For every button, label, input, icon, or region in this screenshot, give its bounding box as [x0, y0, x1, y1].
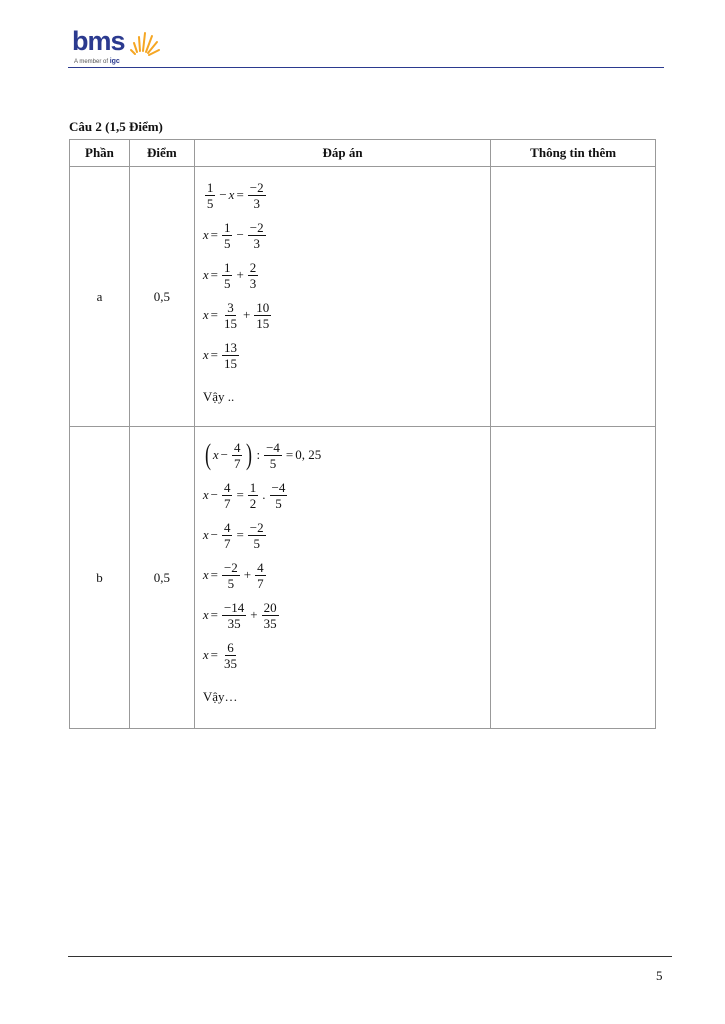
table-header-row: [70, 140, 656, 167]
solution-cell: [194, 167, 491, 427]
score-cell: 0,5: [129, 167, 194, 427]
logo-tagline: A member of igc: [74, 58, 120, 65]
score-cell: 0,5: [129, 427, 194, 729]
equation-step: x = $\frac{-2}{5}$ + $\frac{4}{7}$: [202, 559, 264, 591]
conclusion-text: Vậy ..: [202, 389, 235, 404]
header-answer: Đáp án: [194, 140, 491, 167]
header-divider: [68, 67, 664, 68]
part-cell: a: [70, 167, 130, 427]
header-part: Phần: [70, 140, 130, 167]
extra-info-cell: [491, 427, 656, 729]
header-score: Điểm: [129, 140, 194, 167]
question-title: Câu 2 (1,5 Điểm): [69, 119, 163, 134]
header-extra-info: Thông tin thêm: [491, 140, 656, 167]
equation-step: x = $\frac{1}{5}$ − $\frac{-2}{3}$: [202, 219, 264, 251]
equation-step: x = $\frac{6}{35}$: [202, 639, 237, 671]
equation-step: $\frac{1}{5}$ − x = $\frac{-2}{3}$: [206, 179, 264, 211]
part-cell: b: [70, 427, 130, 729]
sun-rays-icon: [129, 30, 161, 58]
answer-table: [69, 139, 656, 729]
equation-step: x = $\frac{3}{15}$ + $\frac{10}{15}$: [202, 299, 270, 331]
equation-step: x = $\frac{-14}{35}$ + $\frac{20}{35}$: [202, 599, 277, 631]
page-number: 5: [656, 968, 663, 983]
bms-logo: [72, 26, 162, 70]
equation-step: ( x − $\frac{4}{7}$ ) : $\frac{-4}{5}$ = 0, 25: [204, 438, 322, 471]
table-row: [70, 427, 656, 729]
extra-info-cell: [491, 167, 656, 427]
equation-step: x − $\frac{4}{7}$ = $\frac{-2}{5}$: [202, 519, 264, 551]
equation-step: x = $\frac{1}{5}$ + $\frac{2}{3}$: [202, 259, 257, 291]
equation-step: x − $\frac{4}{7}$ = $\frac{1}{2}$ . $\frac{-4}{5}$: [202, 479, 286, 511]
conclusion-text: Vậy…: [202, 689, 238, 704]
logo-wordmark: bms: [72, 26, 125, 56]
table-row: [70, 167, 656, 427]
solution-cell: [194, 427, 491, 729]
equation-step: x = $\frac{13}{15}$: [202, 339, 237, 371]
footer-divider: [68, 956, 672, 957]
